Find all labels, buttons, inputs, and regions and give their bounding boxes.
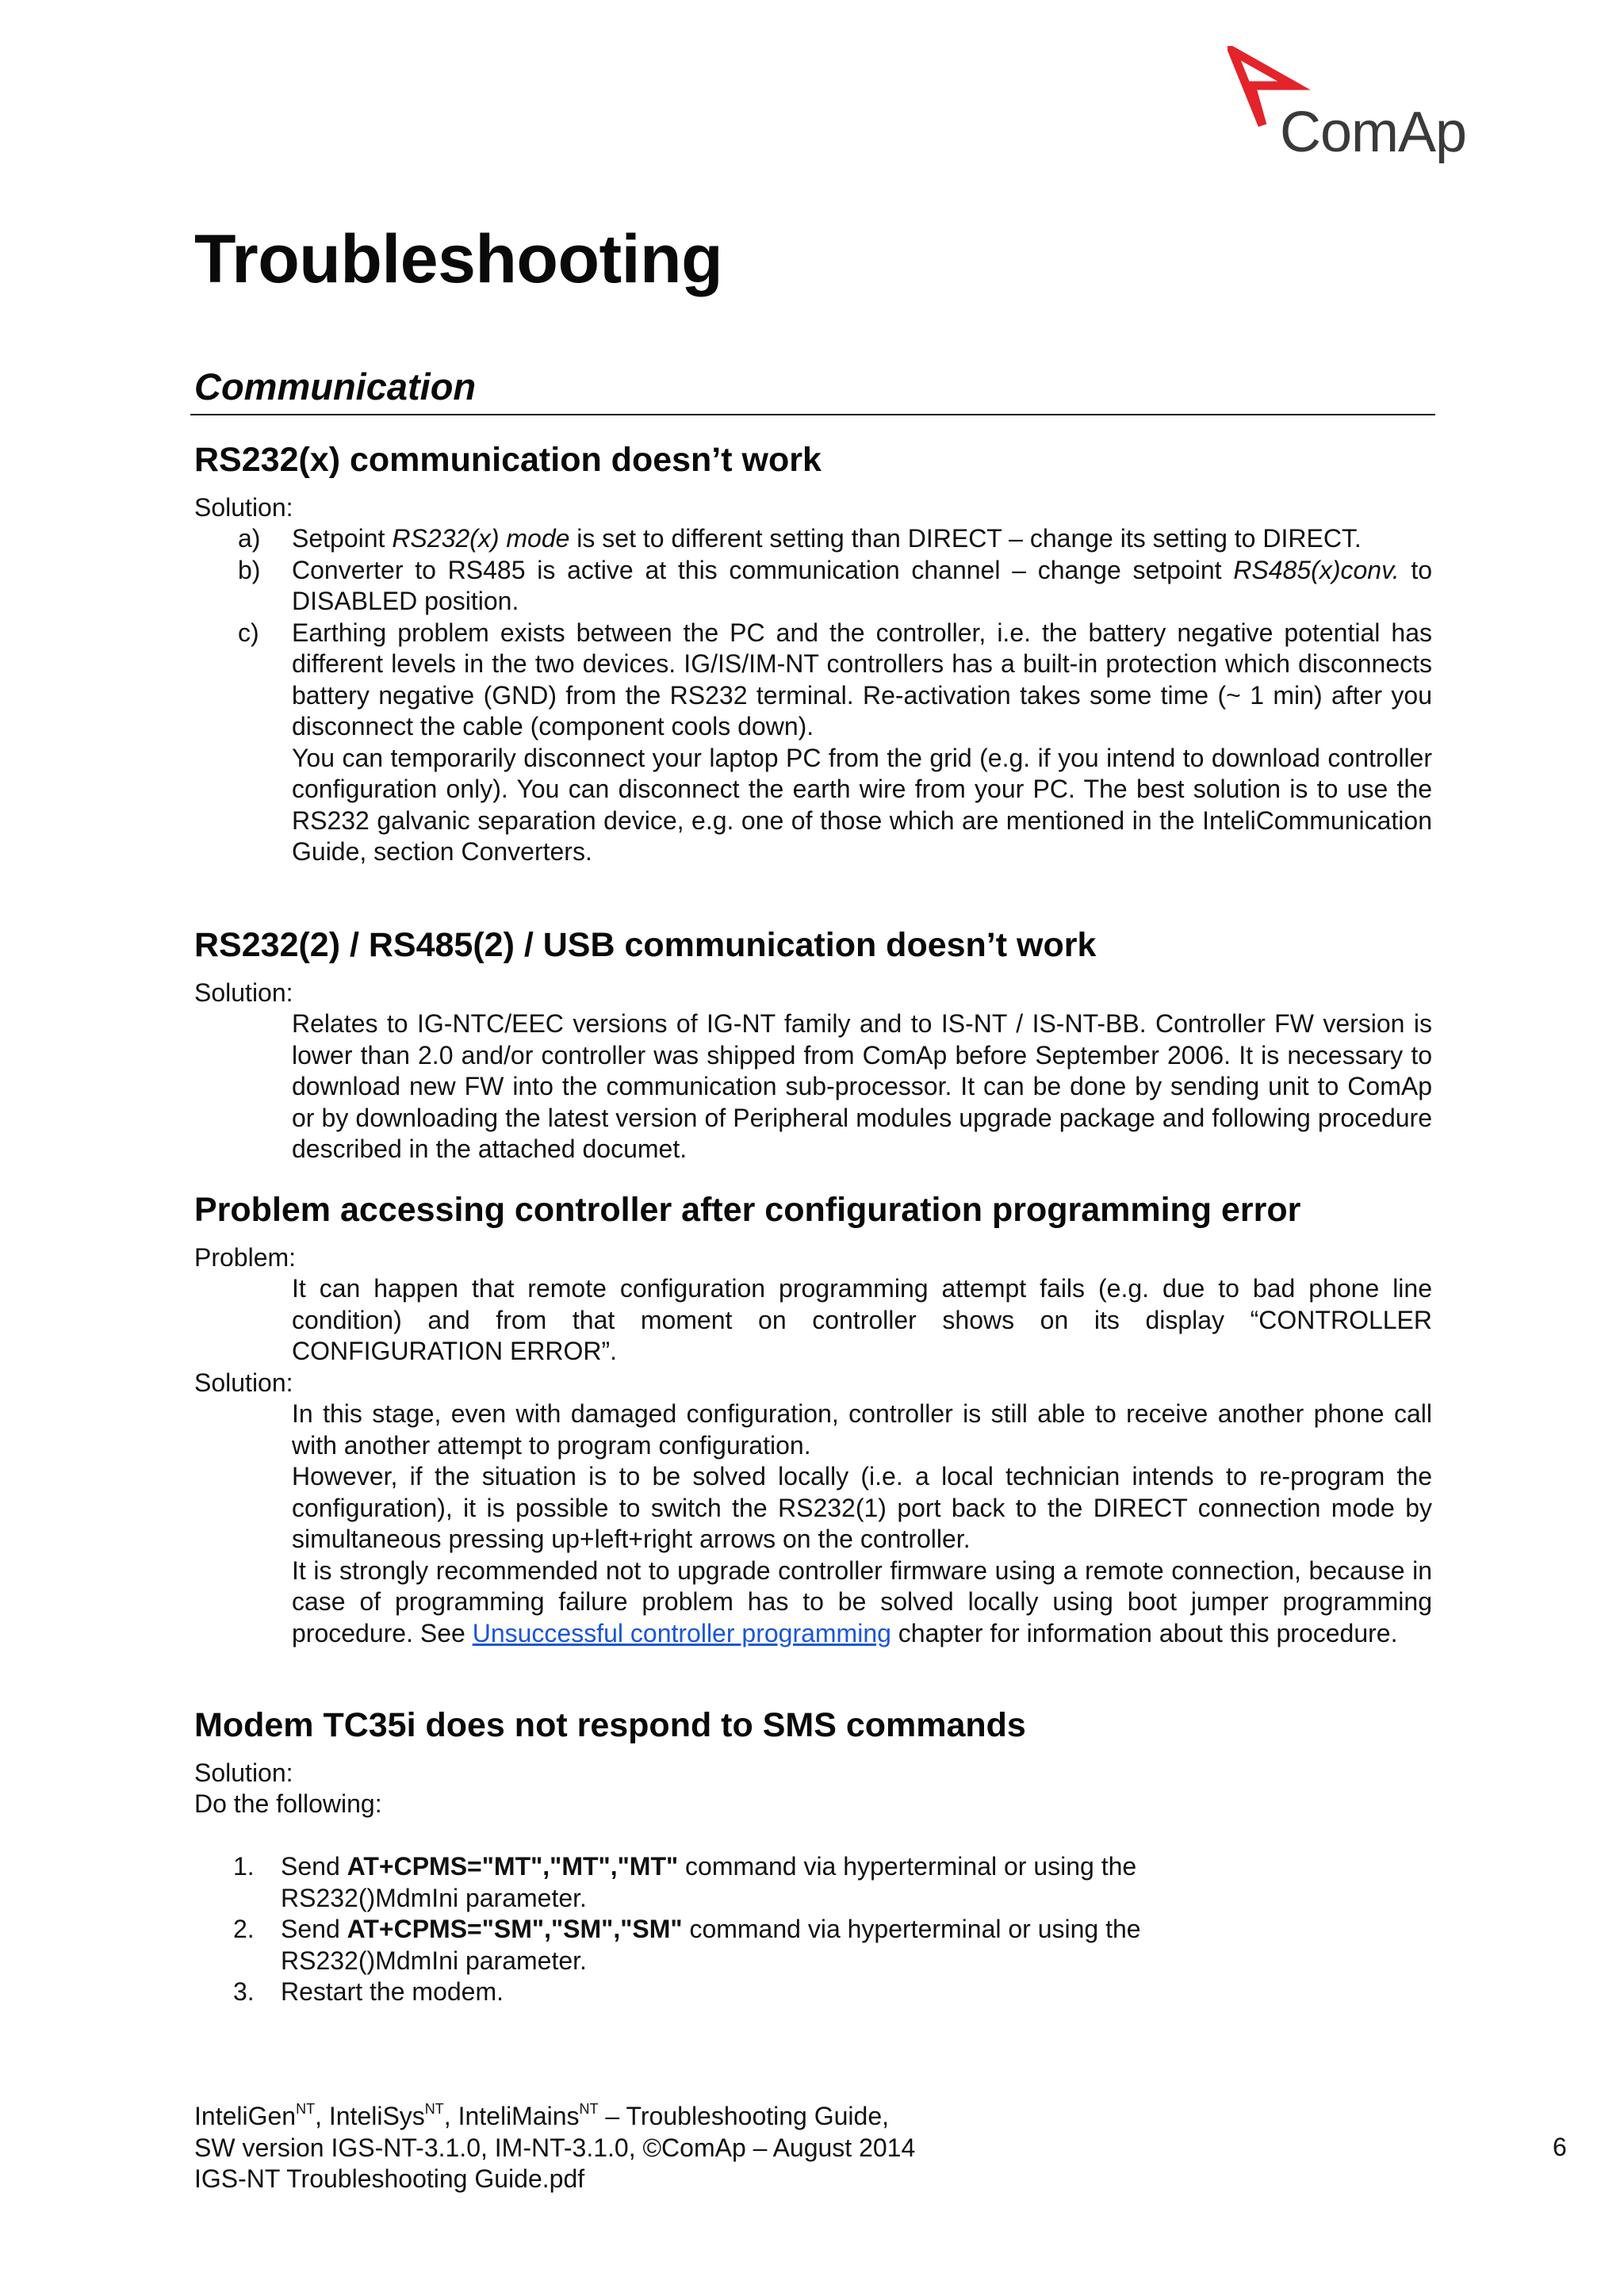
paragraph: Relates to IG-NTC/EEC versions of IG-NT family and to IS-NT / IS-NT-BB. Controller FW version is lower than 2.0 and/or controller was shipped from ComAp before September 2006. It is necessary to download new FW into the communication sub-processor. It can be done by sending unit to ComAp or by downloading the latest version of Peripheral modules upgrade package and following procedure described in the attached documet. [292,1009,1432,1163]
footer-line-2: SW version IGS-NT-3.1.0, IM-NT-3.1.0, ©ComAp – August 2014 [194,2133,916,2162]
list-number: 2. [233,1915,255,1943]
heading-rs232-2: RS232(2) / RS485(2) / USB communication doesn’t work [194,926,1097,964]
solution-label: Solution: [194,1758,293,1787]
paragraph: It can happen that remote configuration programming attempt fails (e.g. due to bad phone line condition) and from that moment on controller shows on its display “CONTROLLER CONFIGURATION ERROR”. [292,1274,1432,1365]
paragraph: However, if the situation is to be solved locally (i.e. a local technician intends to re-program the configuration), it is possible to switch the RS232(1) port back to the DIRECT connection mode by simultaneous pressing up+left+right arrows on the controller. [292,1462,1432,1553]
solution-label: Solution: [194,978,293,1007]
paragraph: It is strongly recommended not to upgrade controller firmware using a remote connection, because in case of programming failure problem has to be solved locally using boot jumper programming procedure. See Unsuccessful controller programming chapter for information about this procedure. [292,1556,1432,1647]
list-item: 3. Restart the modem. [230,1976,1237,2008]
solution-list [238,523,1432,868]
at-command: AT+CPMS="MT","MT","MT" [347,1852,679,1881]
heading-modem: Modem TC35i does not respond to SMS commands [194,1706,1026,1744]
list-item: c) Earthing problem exists between the PC and the controller, i.e. the battery negative potential has different levels in the two devices. IG/IS/IM-NT controllers has a built-in protection which disconnects battery negative (GND) from the RS232 terminal. Re-activation takes some time (~ 1 min) after you disconnect the cable (component cools down). You can temporarily disconnect your laptop PC from the grid (e.g. if you intend to download controller configuration only). You can disconnect the earth wire from your PC. The best solution is to use the RS232 galvanic separation device, e.g. one of those which are mentioned in the InteliCommunication Guide, section Converters. [238,618,1432,866]
section-rule [190,414,1435,415]
list-number: 3. [233,1977,255,2006]
section-title: Communication [194,365,477,408]
page-title: Troubleshooting [194,221,723,297]
list-marker: b) [238,555,261,584]
at-command: AT+CPMS="SM","SM","SM" [347,1915,683,1943]
steps-list [230,1851,1237,2008]
page-footer [194,2101,915,2195]
footer-line-1: InteliGen$^{NT}$, InteliSys$^{NT}$, InteliMains$^{NT}$ – Troubleshooting Guide, [194,2101,889,2130]
list-item: a) Setpoint RS232(x) mode is set to different setting than DIRECT – change its setting to DIRECT. [238,523,1432,555]
unsuccessful-programming-link[interactable]: Unsuccessful controller programming [472,1618,891,1647]
comap-logo [1228,46,1473,165]
heading-rs232x: RS232(x) communication doesn’t work [194,441,822,479]
list-item: b) Converter to RS485 is active at this communication channel – change setpoint RS485(x)conv. to DISABLED position. [238,555,1433,615]
intro-text: Do the following: [194,1789,382,1818]
list-marker: c) [238,618,259,647]
list-item: 2. Send AT+CPMS="SM","SM","SM" command via hyperterminal or using the RS232()MdmIni parameter. [233,1915,1141,1975]
list-number: 1. [233,1852,255,1881]
list-marker: a) [238,524,261,553]
paragraph: In this stage, even with damaged configuration, controller is still able to receive another phone call with another attempt to program configuration. [292,1399,1432,1460]
heading-config-error: Problem accessing controller after configuration programming error [194,1191,1301,1229]
page-number: 6 [1553,2133,1567,2161]
solution-label: Solution: [194,1368,293,1397]
solution-body [292,1399,1432,1649]
footer-line-3: IGS-NT Troubleshooting Guide.pdf [194,2164,585,2193]
logo-text: ComAp [1280,101,1467,164]
solution-label: Solution: [194,493,293,522]
problem-label: Problem: [194,1243,297,1272]
list-item: 1. Send AT+CPMS="MT","MT","MT" command via hyperterminal or using the RS232()MdmIni parameter. [233,1852,1137,1912]
